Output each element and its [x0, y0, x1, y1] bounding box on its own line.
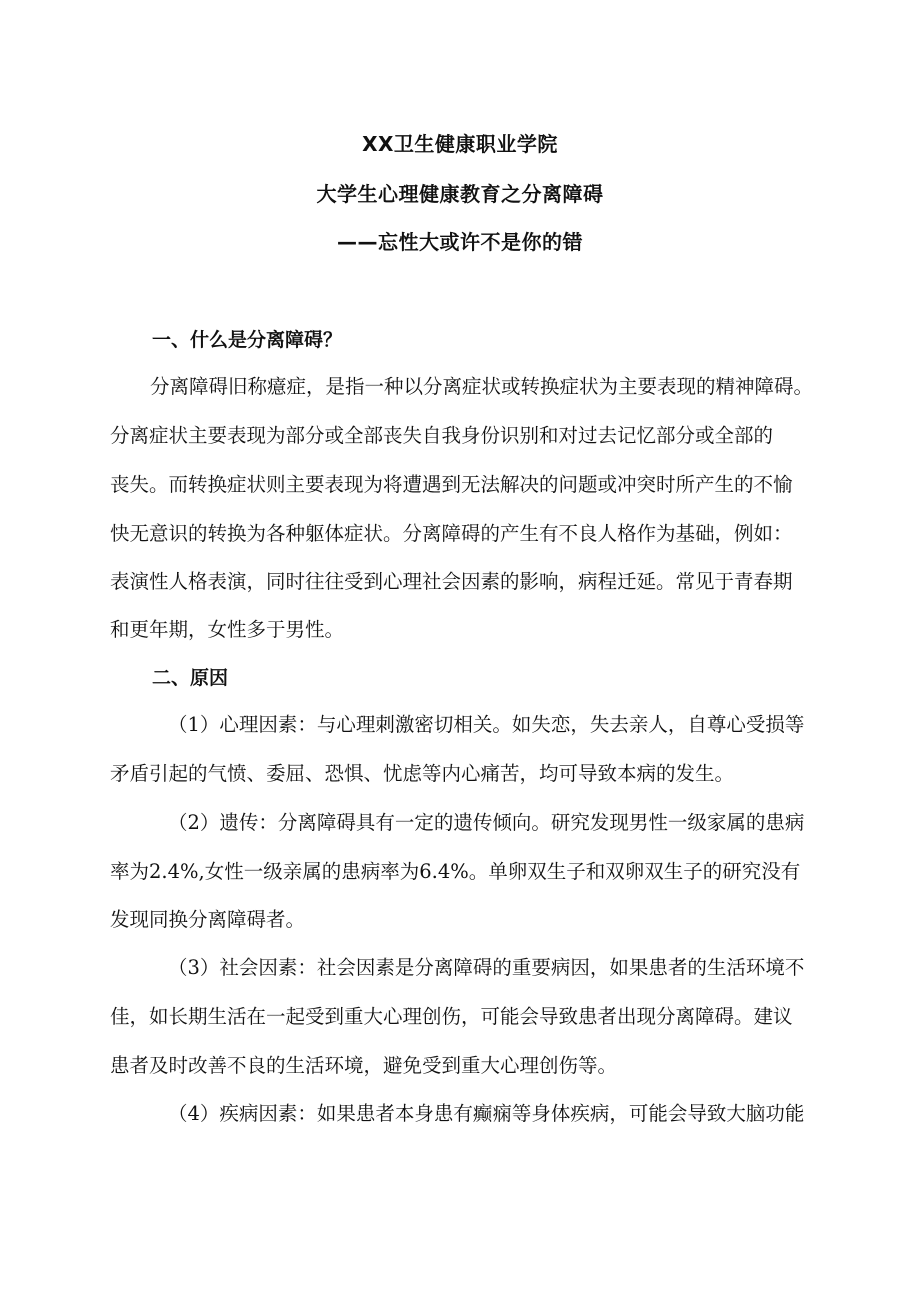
paragraph-line: 分离障碍旧称癔症，是指一种以分离症状或转换症状为主要表现的精神障碍。	[150, 375, 814, 398]
cause-1-line: 矛盾引起的气愤、委屈、恐惧、忧虑等内心痛苦，均可导致本病的发生。	[110, 762, 735, 785]
section-1-heading: 一、什么是分离障碍？	[152, 329, 343, 351]
section-2-heading: 二、原因	[152, 667, 229, 689]
paragraph-line: 快无意识的转换为各种躯体症状。分离障碍的产生有不良人格作为基础，例如：	[110, 522, 793, 545]
document-title: 大学生心理健康教育之分离障碍	[316, 182, 604, 206]
document-subtitle: ——忘性大或许不是你的错	[337, 230, 583, 254]
paragraph-line: 和更年期，女性多于男性。	[110, 618, 345, 641]
paragraph-line: 表演性人格表演，同时往往受到心理社会因素的影响，病程迁延。常见于青春期	[110, 570, 793, 593]
cause-3-line: 佳，如长期生活在一起受到重大心理创伤，可能会导致患者出现分离障碍。建议	[110, 1005, 793, 1028]
school-title: XX卫生健康职业学院	[362, 132, 558, 156]
cause-3-line: 患者及时改善不良的生活环境，避免受到重大心理创伤等。	[110, 1054, 618, 1077]
cause-1-line: （1）心理因素：与心理刺激密切相关。如失恋，失去亲人，自尊心受损等	[168, 713, 805, 736]
paragraph-line: 丧失。而转换症状则主要表现为将遭遇到无法解决的问题或冲突时所产生的不愉	[110, 473, 793, 496]
cause-2-line: 发现同换分离障碍者。	[110, 908, 306, 931]
paragraph-line: 分离症状主要表现为部分或全部丧失自我身份识别和对过去记忆部分或全部的	[110, 424, 774, 447]
cause-3-line: （3）社会因素：社会因素是分离障碍的重要病因，如果患者的生活环境不	[168, 956, 805, 979]
cause-2-line: （2）遗传：分离障碍具有一定的遗传倾向。研究发现男性一级家属的患病	[168, 811, 805, 834]
cause-4-line: （4）疾病因素：如果患者本身患有癫痫等身体疾病，可能会导致大脑功能	[168, 1102, 805, 1125]
cause-2-line: 率为2.4%,女性一级亲属的患病率为6.4%。单卵双生子和双卵双生子的研究没有	[110, 860, 801, 883]
